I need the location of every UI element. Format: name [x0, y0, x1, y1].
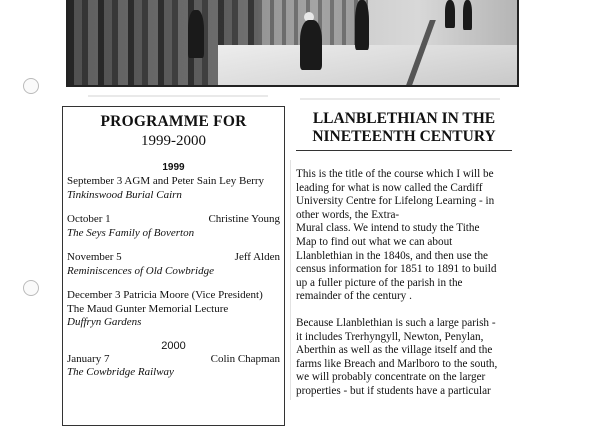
article-title-line-2: NINETEENTH CENTURY [312, 128, 496, 145]
year-heading-1999: 1999 [162, 162, 185, 173]
entry-speaker: Colin Chapman [210, 352, 280, 365]
entry-date: November 5 [67, 251, 122, 263]
article-title-line-1: LLANBLETHIAN IN THE [312, 110, 496, 127]
entry-topic: Tinkinswood Burial Cairn [67, 188, 182, 201]
entry-topic: Duffryn Gardens [67, 316, 142, 328]
text-line: other words, the Extra- [296, 208, 400, 221]
entry-date: October 1 [67, 213, 111, 225]
programme-entry [67, 175, 280, 202]
entry-topic: The Seys Family of Boverton [67, 226, 195, 239]
text-line: Llanblethian in the 1840s, and then use the [296, 249, 489, 262]
text-line: This is the title of the course which I will be [296, 168, 494, 180]
programme-entry [67, 289, 280, 330]
entry-topic: Reminiscences of Old Cowbridge [67, 264, 214, 277]
programme-subtitle: 1999-2000 [141, 133, 206, 149]
text-line: Aberthin as well as the village itself and the [296, 344, 493, 357]
text-line: Mural class. We intend to study the Tithe [296, 222, 480, 235]
text-line: leading for what is now called the Cardiff [296, 181, 483, 194]
article-body [296, 168, 512, 399]
text-line: it includes Trerhyngyll, Newton, Penylan, [296, 330, 484, 343]
punch-hole-top [23, 78, 39, 94]
article-paragraph-2 [296, 317, 512, 399]
column-divider [290, 160, 291, 400]
text-line: properties - but if students have a particular [296, 384, 491, 397]
entry-date-speaker: December 3 Patricia Moore (Vice President) [67, 289, 263, 301]
text-line: we will probably concentrate on the larger [296, 371, 486, 384]
programme-entry [67, 251, 280, 278]
punch-hole-middle [23, 280, 39, 296]
text-line: up a fuller picture of the parish in the [296, 276, 463, 289]
entry-topic: The Cowbridge Railway [67, 366, 174, 378]
programme-entry [67, 353, 280, 380]
text-line: University Centre for Lifelong Learning - in [296, 195, 495, 208]
text-line: farms like Breach and Marlboro to the south, [296, 357, 498, 370]
title-rule [296, 150, 512, 151]
entry-date-speaker: September 3 AGM and Peter Sain Ley Berry [67, 175, 265, 187]
programme-title: PROGRAMME FOR [100, 113, 247, 130]
text-line: Because Llanblethian is such a large parish - [296, 316, 496, 329]
year-heading-2000: 2000 [161, 339, 186, 352]
programme-entry [67, 213, 280, 240]
text-line: Map to find out what we can about [296, 235, 453, 248]
entry-speaker: Christine Young [208, 213, 280, 225]
programme-box [62, 106, 285, 426]
article [296, 110, 512, 399]
entry-date: January 7 [67, 352, 110, 365]
entry-lecture-name: The Maud Gunter Memorial Lecture [67, 302, 229, 315]
entry-speaker: Jeff Alden [234, 251, 280, 263]
street-photograph [66, 0, 519, 87]
article-paragraph-1 [296, 168, 512, 304]
text-line: remainder of the century . [296, 290, 412, 303]
text-line: census information for 1851 to 1891 to build [296, 263, 497, 276]
